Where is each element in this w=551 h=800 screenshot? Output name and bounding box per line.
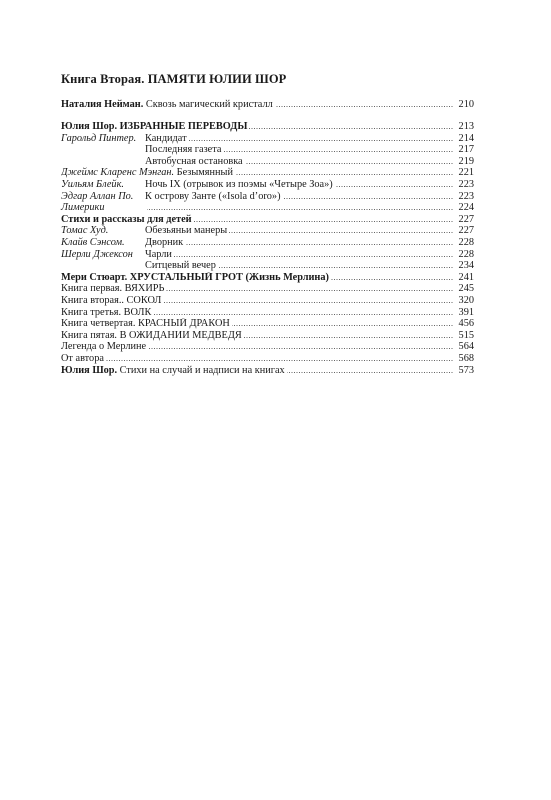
toc-page-number: 223 — [458, 190, 474, 202]
toc-page-number: 221 — [458, 167, 474, 179]
toc-entry-text — [61, 99, 454, 111]
table-of-contents — [61, 99, 474, 376]
toc-page-number: 456 — [458, 318, 474, 330]
toc-page-number: 515 — [458, 329, 474, 341]
toc-author: Лимерики — [61, 202, 143, 214]
toc-entry — [61, 214, 474, 226]
toc-title: Безымянный — [176, 167, 233, 179]
toc-page-number: 241 — [458, 271, 474, 283]
toc-title: Ситцевый вечер — [145, 260, 216, 272]
toc-title: Последняя газета — [145, 144, 222, 156]
toc-entry — [61, 249, 474, 261]
toc-entry — [61, 295, 474, 307]
toc-entry — [61, 202, 474, 214]
toc-page-number: 228 — [458, 237, 474, 249]
toc-entry — [61, 330, 474, 342]
toc-page-number: 227 — [458, 213, 474, 225]
toc-entry-text — [61, 144, 454, 156]
toc-author: Наталия Нейман. — [61, 99, 146, 110]
toc-title: Книга пятая. В ОЖИДАНИИ МЕДВЕДЯ — [61, 329, 242, 341]
toc-title: Легенда о Мерлине — [61, 341, 147, 353]
toc-entry — [61, 144, 474, 156]
toc-entry-text — [61, 272, 454, 284]
toc-title: Ночь IX (отрывок из поэмы «Четыре Зоа») — [145, 179, 333, 191]
toc-page-number: 223 — [458, 179, 474, 191]
toc-page-number: 210 — [458, 99, 474, 110]
toc-entry-text — [61, 283, 454, 295]
toc-entry — [61, 353, 474, 365]
toc-title: Обезьяньи манеры — [145, 225, 228, 237]
toc-page-number: 217 — [458, 144, 474, 156]
toc-page-number: 228 — [458, 248, 474, 260]
toc-title: ХРУСТАЛЬНЫЙ ГРОТ (Жизнь Мерлина) — [129, 271, 329, 283]
toc-page-number: 568 — [458, 352, 474, 364]
toc-entry-text — [61, 365, 454, 377]
toc-author: Уильям Блейк. — [61, 179, 143, 191]
toc-entry-text — [61, 318, 454, 330]
toc-entry — [61, 307, 474, 319]
toc-entry — [61, 121, 474, 133]
toc-author: Клайв Сэнсом. — [61, 237, 143, 249]
toc-entry-text — [61, 353, 454, 365]
toc-author: Джеймс Кларенс Мэнган. — [61, 167, 177, 179]
toc-author: Юлия Шор. — [61, 121, 120, 133]
toc-title: Книга вторая.. СОКОЛ — [61, 295, 162, 306]
toc-author: Гарольд Пинтер. — [61, 133, 143, 145]
toc-author: Эдгар Аллан По. — [61, 191, 143, 203]
toc-author: Юлия Шор. — [61, 364, 120, 376]
toc-entry — [61, 133, 474, 145]
toc-entry-text — [61, 330, 454, 342]
section-heading: Книга Вторая. ПАМЯТИ ЮЛИИ ШОР — [61, 72, 287, 86]
toc-page-number: 245 — [458, 283, 474, 295]
toc-entry-text — [61, 260, 454, 272]
toc-page-number: 391 — [458, 306, 474, 318]
toc-author: Томас Худ. — [61, 225, 143, 237]
toc-author: Мери Стюарт. — [61, 271, 130, 283]
toc-title: Книга четвертая. КРАСНЫЙ ДРАКОН — [61, 318, 230, 330]
toc-entry — [61, 225, 474, 237]
toc-entry — [61, 318, 474, 330]
toc-page-number: 219 — [458, 155, 474, 167]
toc-title: Автобусная остановка — [145, 155, 243, 167]
toc-author: Шерли Джексон — [61, 249, 143, 261]
toc-entry — [61, 283, 474, 295]
toc-title: Кандидат — [145, 132, 187, 144]
toc-entry-text — [61, 307, 454, 319]
toc-page-number: 573 — [458, 364, 474, 376]
toc-title: Книга первая. ВЯХИРЬ — [61, 283, 165, 295]
toc-page-number: 214 — [458, 132, 474, 144]
toc-page-number: 320 — [458, 295, 474, 306]
toc-entry-text — [61, 156, 454, 168]
toc-entry-text — [61, 167, 454, 179]
toc-title: Стихи и рассказы для детей — [61, 213, 192, 225]
toc-title: Книга третья. ВОЛК — [61, 306, 152, 318]
toc-title: Стихи на случай и надписи на книгах — [119, 364, 285, 376]
toc-entry — [61, 99, 474, 111]
toc-page-number: 234 — [458, 260, 474, 272]
toc-entry-text — [61, 214, 454, 226]
toc-entry-text — [61, 121, 454, 133]
toc-entry-text — [61, 341, 454, 353]
toc-entry — [61, 237, 474, 249]
toc-entry — [61, 260, 474, 272]
toc-page-number: 564 — [458, 341, 474, 353]
toc-entry — [61, 167, 474, 179]
toc-title: Чарли — [145, 248, 172, 260]
toc-title: К острову Занте («Isola d’oro») — [145, 190, 281, 202]
toc-entry — [61, 365, 474, 377]
toc-title: Сквозь магический кристалл — [145, 99, 273, 110]
toc-page-number: 213 — [458, 121, 474, 133]
toc-entry-text — [61, 295, 454, 307]
toc-entry — [61, 341, 474, 353]
toc-entry — [61, 156, 474, 168]
toc-entry — [61, 179, 474, 191]
toc-page-number: 224 — [458, 202, 474, 214]
toc-title: От автора — [61, 352, 104, 364]
toc-page-number: 227 — [458, 225, 474, 237]
toc-entry — [61, 191, 474, 203]
toc-title: Дворник — [145, 237, 184, 249]
toc-entry — [61, 272, 474, 284]
toc-title: ИЗБРАННЫЕ ПЕРЕВОДЫ — [119, 121, 248, 133]
